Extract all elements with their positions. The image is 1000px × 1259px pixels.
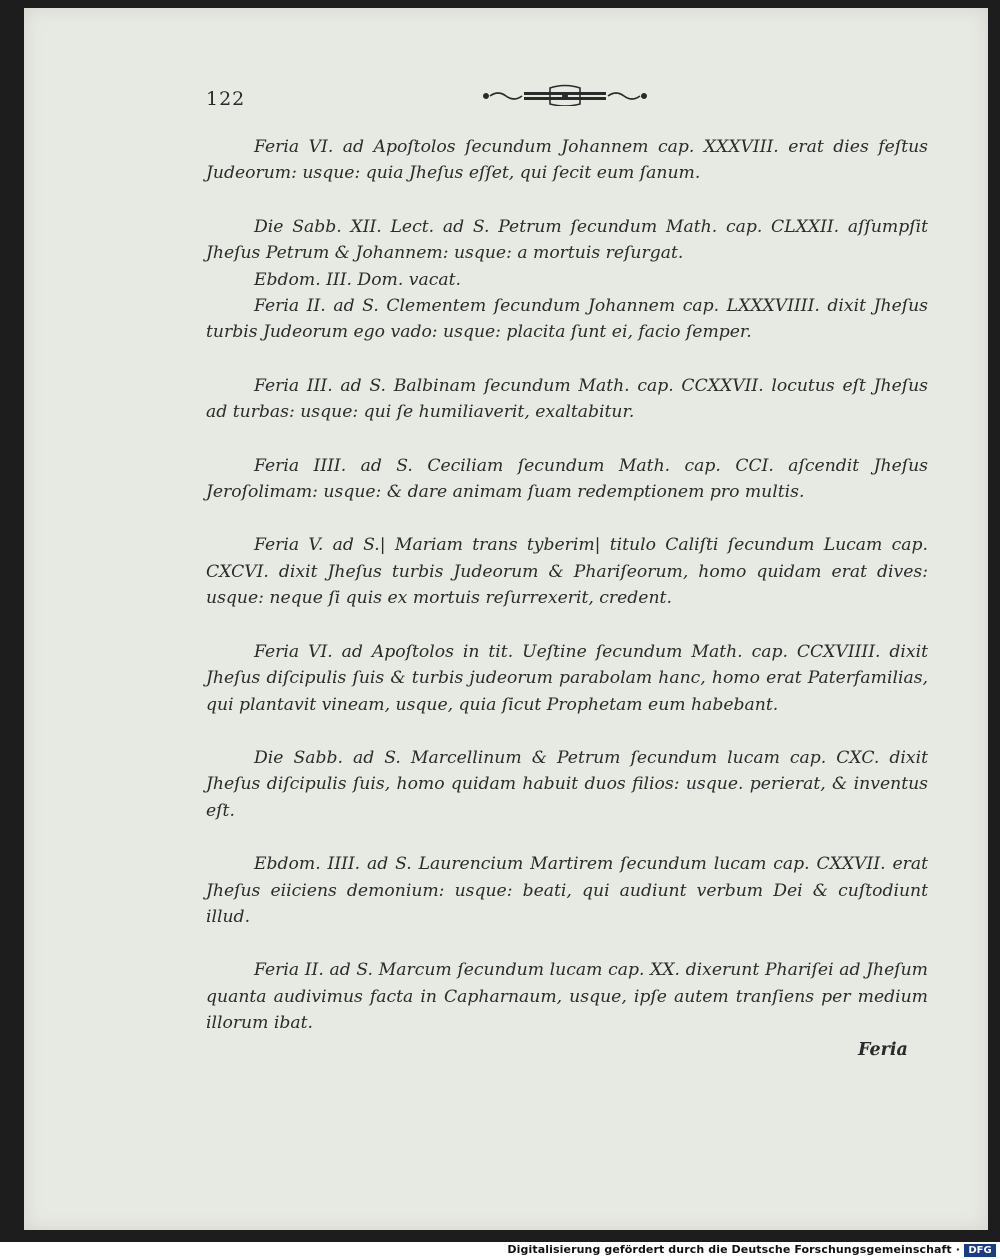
text-entry: Feria VI. ad Apoſtolos in tit. Ueſtine ſecundum Math. cap. CCXVIIII. dixit Jheſus diſcipulis ſuis & turbis judeorum parabolam hanc, homo erat Paterfamilias, qui plantavit vineam, usque, quia ſicut Prophetam eum habebant.	[206, 641, 928, 715]
funding-credit: Digitalisierung gefördert durch die Deutsche Forschungsgemeinschaft ·	[507, 1243, 960, 1256]
text-entry: Feria III. ad S. Balbinam ſecundum Math. cap. CCXXVII. locutus eſt Jheſus ad turbas: usque: qui ſe humiliaverit, exaltabitur.	[206, 375, 928, 423]
text-entry: Ebdom. IIII. ad S. Laurencium Martirem ſecundum lucam cap. CXXVII. erat Jheſus eiiciens demonium: usque: beati, qui audiunt verbum Dei & cuſtodiunt illud.	[206, 854, 928, 927]
liturgical-text	[206, 134, 928, 1064]
text-entry: Die Sabb. XII. Lect. ad S. Petrum ſecundum Math. cap. CLXXII. aſſumpſit Jheſus Petrum & Johannem: usque: a mortuis reſurgat.	[206, 216, 928, 264]
text-entry: Feria V. ad S.| Mariam trans tyberim| titulo Caliſti ſecundum Lucam cap. CXCVI. dixit Jheſus turbis Judeorum & Phariſeorum, homo quidam erat dives: usque: neque ſi quis ex mortuis reſurrexerit, credent.	[206, 535, 928, 609]
text-entry: Ebdom. III. Dom. vacat.	[254, 269, 461, 290]
text-entry: Feria II. ad S. Clementem ſecundum Johannem cap. LXXXVIIII. dixit Jheſus turbis Judeorum ego vado: usque: placita ſunt ei, facio ſemper.	[206, 296, 928, 343]
ornament-headpiece-icon	[480, 84, 650, 106]
text-entry: Feria II. ad S. Marcum ſecundum lucam cap. XX. dixerunt Phariſei ad Jheſum quanta audivimus facta in Capharnaum, usque, ipſe autem tranſiens per medium illorum ibat.	[206, 960, 928, 1034]
dfg-logo: DFG	[964, 1244, 996, 1257]
text-entry: Die Sabb. ad S. Marcellinum & Petrum ſecundum lucam cap. CXC. dixit Jheſus diſcipulis ſuis, homo quidam habuit duos filios: usque. perierat, & inventus eſt.	[206, 747, 928, 821]
text-entry: Feria VI. ad Apoſtolos ſecundum Johannem cap. XXXVIII. erat dies feſtus Judeorum: usque: quia Jheſus eſſet, qui ſecit eum ſanum.	[206, 137, 928, 184]
catchword: Feria	[858, 1040, 908, 1060]
text-entry: Feria IIII. ad S. Ceciliam ſecundum Math. cap. CCI. aſcendit Jheſus Jeroſolimam: usque: & dare animam ſuam redemptionem pro multis.	[206, 455, 928, 503]
page-number: 122	[206, 88, 246, 110]
